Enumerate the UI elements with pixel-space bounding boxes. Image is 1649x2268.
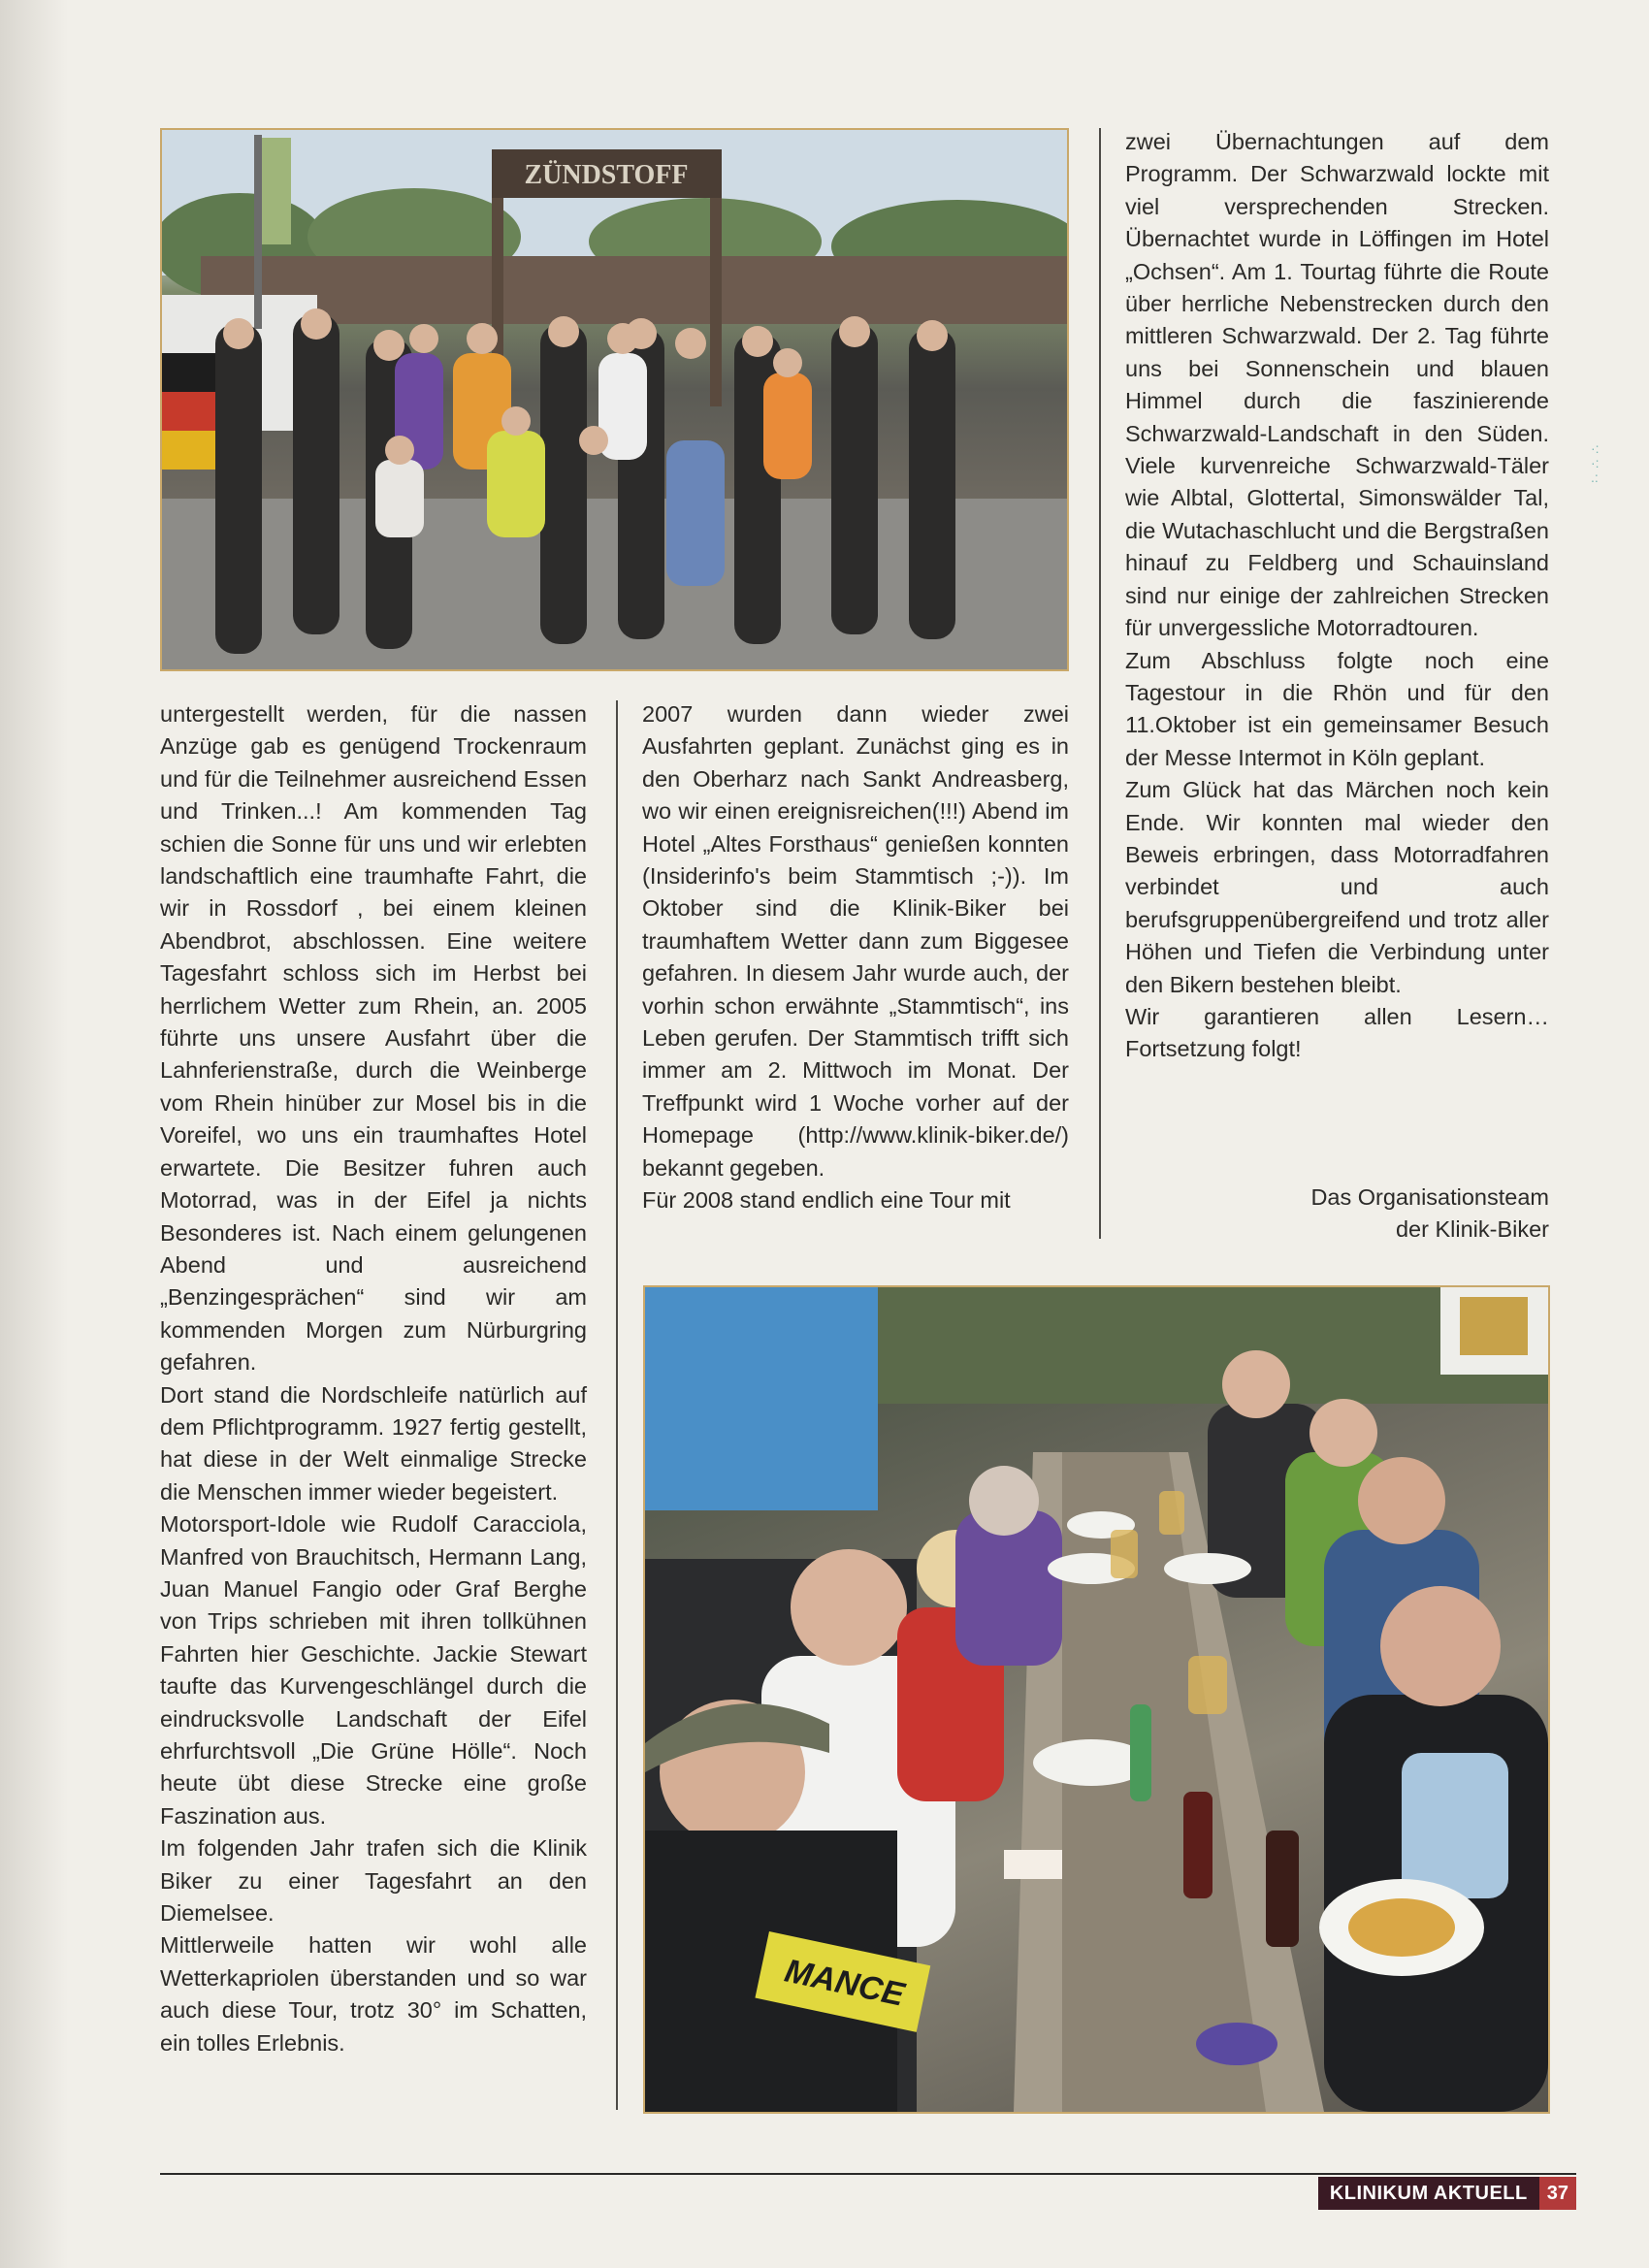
shirt-print-text: MANCE [781, 1952, 908, 2014]
page-binding-shadow [0, 0, 68, 2268]
col3-paragraph: zwei Übernachtungen auf dem Programm. Der Schwarzwald lockte mit viel versprechenden Strecken. Übernachtet wurde in Löffingen im Hotel „Ochsen“. Am 1. Tourtag führte die Route über herrliche Nebenstrecken durch den mittleren Schwarzwald. Der 2. Tag führte uns bei Sonnenschein und blauen Himmel durch die faszinierende Schwarzwald-Landschaft in den Süden. Viele kurvenreiche Schwarzwald-Täler wie Albtal, Glottertal, Simonswälder Tal, die Wutachaschlucht und die Bergstraßen hinauf zu Feldberg und Schauinsland sind nur einige der zahlreichen Strecken für unvergessliche Motorradtouren. [1125, 129, 1549, 641]
group-photo [160, 128, 1069, 671]
group-photo-illustration [162, 130, 1067, 669]
col3-paragraph: Zum Glück hat das Märchen noch kein Ende. Wir konnten mal wieder den Beweis erbringen, dass Motorradfahren verbindet und auch berufsgruppenübergreifend und trotz aller Höhen und Tiefen die Verbindung unter den Bikern bestehen bleibt. [1125, 777, 1549, 997]
zuendstoff-sign: ZÜNDSTOFF [524, 160, 689, 190]
table-photo-illustration [645, 1287, 1548, 2112]
col1-paragraph: Im folgenden Jahr trafen sich die Klinik Biker zu einer Tagesfahrt an den Diemelsee. [160, 1835, 587, 1927]
footer-rule [160, 2173, 1576, 2175]
col1-paragraph: Motorsport-Idole wie Rudolf Caracciola, Manfred von Brauchitsch, Hermann Lang, Juan Manuel Fangio oder Graf Berghe von Trips schrieben mit ihren tollkühnen Fahrten hier Geschichte. Jackie Stewart taufte das Kurvengeschlängel durch die eindrucksvolle Landschaft der Eifel ehrfurchtsvoll „Die Grüne Hölle“. Noch heute übt diese Strecke eine große Faszination aus. [160, 1511, 587, 1829]
col3-paragraph: Wir garantieren allen Lesern… Fortsetzung folgt! [1125, 1003, 1549, 1062]
col3-paragraph: Zum Abschluss folgte noch eine Tagestour in die Rhön und für den 11.Oktober ist ein gemeinsamer Besuch der Messe Intermot in Köln geplant. [1125, 647, 1549, 770]
col1-paragraph: Dort stand die Nordschleife natürlich auf dem Pflichtprogramm. 1927 fertig gestellt, hat diese in der Welt einmalige Strecke die Menschen immer wieder begeistert. [160, 1381, 587, 1505]
signature [1125, 1182, 1549, 1247]
scan-mark: ·: ·: .: [1591, 440, 1600, 485]
signature-line-2: der Klinik-Biker [1395, 1216, 1549, 1243]
text-column-3 [1125, 126, 1549, 1066]
table-photo [643, 1285, 1550, 2114]
text-column-1 [160, 698, 587, 2059]
col2-paragraph: Für 2008 stand endlich eine Tour mit [642, 1187, 1011, 1214]
col2-paragraph: 2007 wurden dann wieder zwei Ausfahrten geplant. Zunächst ging es in den Oberharz nach Sankt Andreasberg, wo wir einen ereignisreichen(!!!) Abend im Hotel „Altes Forsthaus“ genießen konnten (Insiderinfo's beim Stammtisch ;-)). Im Oktober sind die Klinik-Biker bei traumhaftem Wetter dann zum Biggesee gefahren. In diesem Jahr wurde auch, der vorhin schon erwähnte „Stammtisch“, ins Leben gerufen. Der Stammtisch trifft sich immer am 2. Mittwoch im Monat. Der Treffpunkt wird 1 Woche vorher auf der Homepage (http://www.klinik-biker.de/) bekannt gegeben. [642, 701, 1069, 1181]
page-number: 37 [1539, 2177, 1576, 2210]
page-footer [1318, 2177, 1576, 2210]
column-divider-1 [616, 700, 618, 2110]
magazine-title: KLINIKUM AKTUELL [1318, 2177, 1539, 2210]
col1-paragraph: Mittlerweile hatten wir wohl alle Wetterkapriolen überstanden und so war auch diese Tour, trotz 30° im Schatten, ein tolles Erlebnis. [160, 1932, 587, 2056]
signature-line-1: Das Organisationsteam [1310, 1184, 1549, 1210]
text-column-2 [642, 698, 1069, 1217]
column-divider-2 [1099, 128, 1101, 1239]
col1-paragraph: untergestellt werden, für die nassen Anzüge gab es genügend Trockenraum und für die Teilnehmer ausreichend Essen und Trinken...! Am kommenden Tag schien die Sonne für uns und wir erlebten landschaftlich eine traumhafte Fahrt, die wir in Rossdorf , bei einem kleinen Abendbrot, abschlossen. Eine weitere Tagesfahrt schloss sich im Herbst bei herrlichem Wetter zum Rhein, an. 2005 führte uns unsere Ausfahrt über die Lahnferienstraße, durch die Weinberge vom Rhein hinüber zur Mosel bis in die Voreifel, wo uns ein traumhaftes Hotel erwartete. Die Besitzer fuhren auch Motorrad, was in der Eifel ja nichts Besonderes ist. Nach einem gelungenen Abend und ausreichend „Benzingesprächen“ sind wir am kommenden Morgen zum Nürburgring gefahren. [160, 701, 587, 1376]
